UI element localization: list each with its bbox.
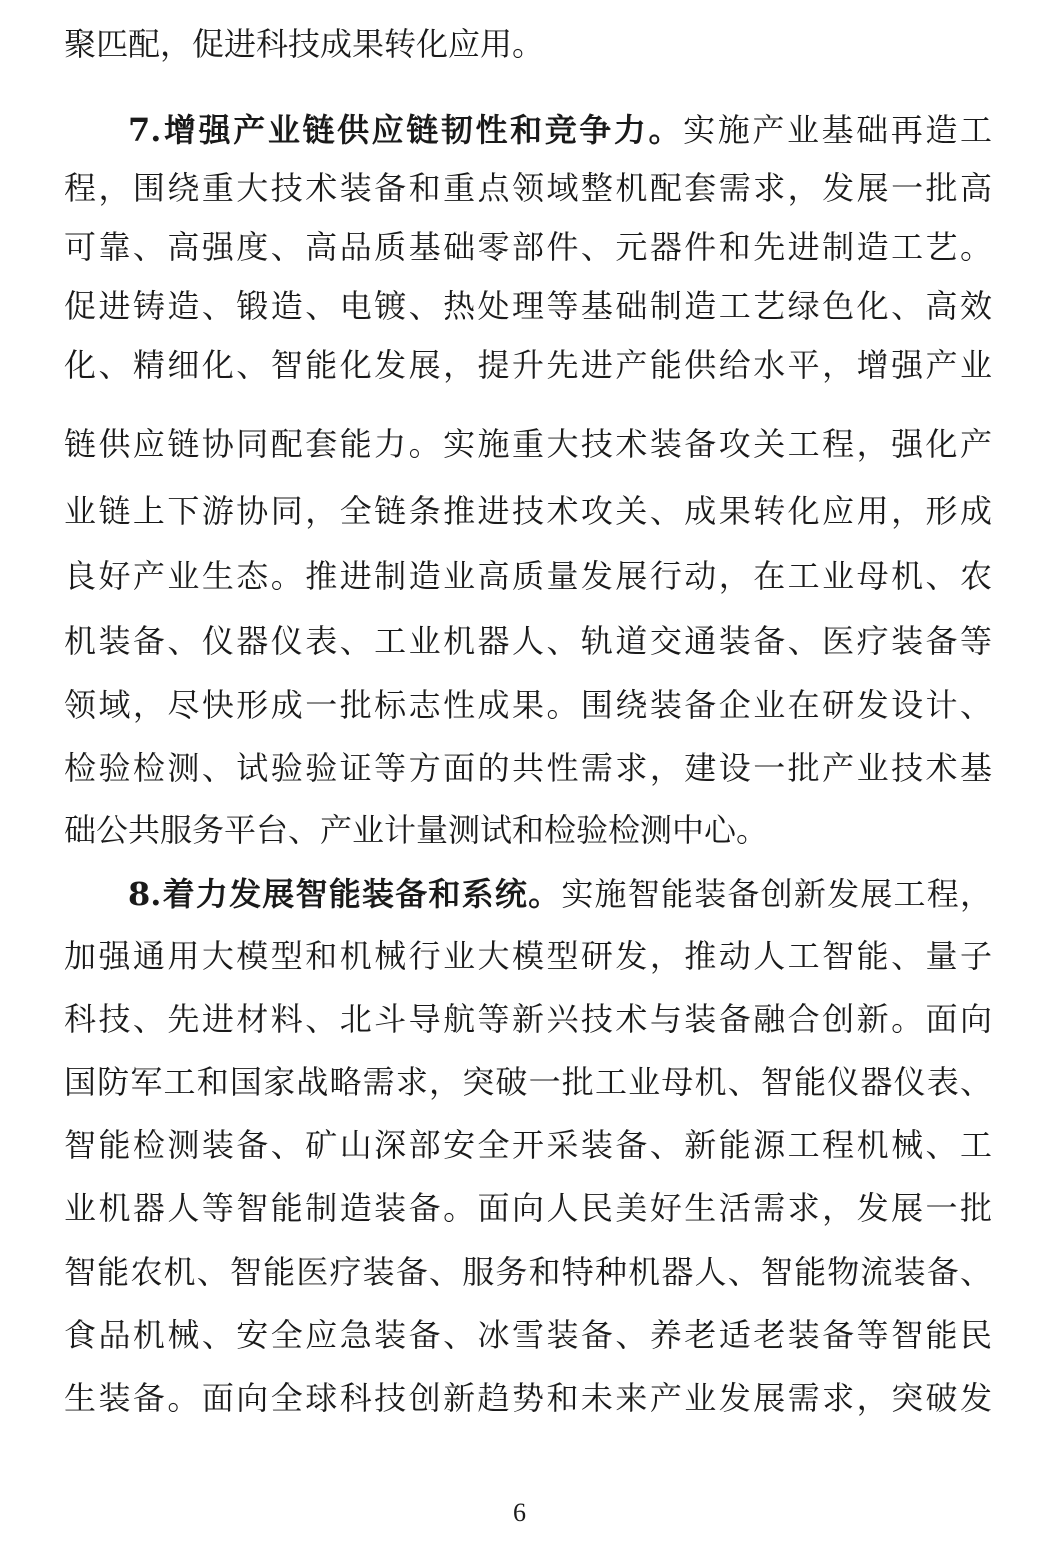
page-number: 6 <box>513 1498 526 1527</box>
text-line: 促进铸造、锻造、电镀、热处理等基础制造工艺绿色化、高效 <box>64 287 992 325</box>
text-line-content: 聚匹配，促进科技成果转化应用。 <box>64 25 545 63</box>
text-line: 食品机械、安全应急装备、冰雪装备、养老适老装备等智能民 <box>64 1316 992 1354</box>
text-line: 智能农机、智能医疗装备、服务和特种机器人、智能物流装备、 <box>64 1253 992 1291</box>
text-line: 机装备、仪器仪表、工业机器人、轨道交通装备、医疗装备等 <box>64 622 992 660</box>
text-line: 科技、先进材料、北斗导航等新兴技术与装备融合创新。面向 <box>64 1000 992 1038</box>
text-line: 链供应链协同配套能力。实施重大技术装备攻关工程，强化产 <box>64 425 992 463</box>
text-line: 业链上下游协同，全链条推进技术攻关、成果转化应用，形成 <box>64 492 992 530</box>
text-line: 良好产业生态。推进制造业高质量发展行动，在工业母机、农 <box>64 557 992 595</box>
text-line: 领域，尽快形成一批标志性成果。围绕装备企业在研发设计、 <box>64 686 992 724</box>
text-line: 加强通用大模型和机械行业大模型研发，推动人工智能、量子 <box>64 937 992 975</box>
text-line-content: 实施智能装备创新发展工程， <box>561 875 992 913</box>
section-7-heading: 7.增强产业链供应链韧性和竞争力。 <box>128 111 684 149</box>
text-line <box>64 22 992 66</box>
section-7-first-line <box>128 108 992 152</box>
text-line: 国防军工和国家战略需求，突破一批工业母机、智能仪器仪表、 <box>64 1063 992 1101</box>
section-8-first-line <box>128 872 992 916</box>
section-8-heading: 8.着力发展智能装备和系统。 <box>128 875 562 913</box>
text-line: 业机器人等智能制造装备。面向人民美好生活需求，发展一批 <box>64 1189 992 1227</box>
text-line: 智能检测装备、矿山深部安全开采装备、新能源工程机械、工 <box>64 1126 992 1164</box>
text-line: 检验检测、试验验证等方面的共性需求，建设一批产业技术基 <box>64 749 992 787</box>
text-line: 生装备。面向全球科技创新趋势和未来产业发展需求，突破发 <box>64 1379 992 1417</box>
text-line: 化、精细化、智能化发展，提升先进产能供给水平，增强产业 <box>64 346 992 384</box>
text-line: 础公共服务平台、产业计量测试和检验检测中心。 <box>64 811 769 849</box>
text-line: 程，围绕重大技术装备和重点领域整机配套需求，发展一批高 <box>64 169 992 207</box>
text-line-content: 实施产业基础再造工 <box>683 111 992 149</box>
text-line: 可靠、高强度、高品质基础零部件、元器件和先进制造工艺。 <box>64 228 992 266</box>
